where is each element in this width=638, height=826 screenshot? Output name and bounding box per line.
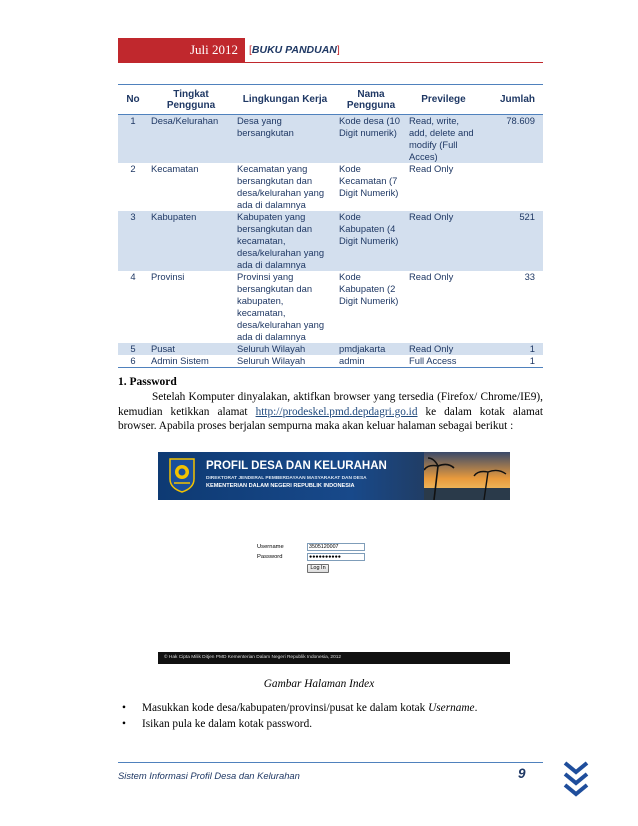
login-page-screenshot (158, 452, 510, 664)
cell-privilege: Read, write, add, delete and modify (Full Acces) (406, 115, 481, 164)
user-level-table (118, 84, 543, 368)
cell-username: admin (336, 355, 406, 368)
cell-count: 1 (481, 343, 543, 355)
col-header: Jumlah (481, 85, 543, 115)
cell-count: 521 (481, 211, 543, 271)
table-row (118, 343, 543, 355)
footer-rule (118, 762, 543, 763)
figure-caption: Gambar Halaman Index (263, 678, 375, 690)
cell-no: 2 (130, 163, 136, 174)
header-title: BUKU PANDUAN (251, 44, 337, 56)
login-button[interactable]: Log In (307, 564, 329, 573)
cell-no: 4 (130, 271, 136, 282)
cell-username: Kode Kabupaten (4 Digit Numerik) (336, 211, 406, 271)
page-header (118, 38, 543, 62)
cell-level: Kecamatan (151, 163, 199, 174)
cell-scope: Kabupaten yang bersangkutan dan kecamatan, desa/kelurahan yang ada di dalamnya (234, 211, 336, 271)
bullet-1-end: . (474, 702, 478, 714)
col-header: Lingkungan Kerja (234, 85, 336, 115)
cell-level: Pusat (148, 343, 234, 355)
section-heading: 1. Password (118, 376, 177, 388)
cell-no: 5 (118, 343, 148, 355)
chevron-down-icon (562, 760, 590, 804)
cell-privilege: Full Access (406, 355, 481, 368)
cell-privilege: Read Only (409, 163, 454, 174)
cell-scope: Seluruh Wilayah (234, 355, 336, 368)
cell-count: 33 (524, 271, 535, 282)
cell-level: Kabupaten (148, 211, 234, 271)
header-bracket-right: ] (336, 44, 340, 56)
col-header: Previlege (406, 85, 481, 115)
sunset-image-icon (424, 452, 510, 500)
table-row (118, 271, 543, 343)
col-header: No (118, 85, 148, 115)
cell-privilege: Read Only (409, 271, 454, 282)
para-text-after: ke dalam kotak alamat browser. Apabila proses berjalan sempurna maka akan keluar halaman sebagai berikut : (118, 405, 543, 432)
password-input[interactable]: ●●●●●●●●●● (307, 553, 365, 561)
password-label: Password (257, 554, 283, 560)
cell-scope: Desa yang bersangkutan (234, 115, 336, 164)
cell-username: Kode Kabupaten (2 Digit Numerik) (339, 271, 399, 306)
table-row (118, 115, 543, 164)
cell-privilege: Read Only (406, 343, 481, 355)
instruction-list (122, 700, 477, 732)
cell-level: Admin Sistem (148, 355, 234, 368)
username-label: Username (257, 544, 284, 550)
banner-subtitle-2: KEMENTERIAN DALAM NEGERI REPUBLIK INDONESIA (206, 483, 355, 489)
cell-count (481, 163, 543, 211)
para-text-before: Setelah Komputer dinyalakan, aktifkan browser yang tersedia (Firefox/ Chrome/IE9), kemudian ketikkan alamat (118, 391, 543, 418)
header-rule (118, 62, 543, 63)
bullet-1-text: Masukkan kode desa/kabupaten/provinsi/pusat ke dalam kotak (142, 702, 429, 714)
cell-count: 1 (481, 355, 543, 368)
cell-scope: Kecamatan yang bersangkutan dan desa/kelurahan yang ada di dalamnya (237, 163, 325, 210)
site-banner (158, 452, 510, 500)
cell-no: 1 (118, 115, 148, 164)
section-paragraph (118, 390, 543, 434)
table-row (118, 211, 543, 271)
list-item (122, 700, 477, 716)
bullet-1-italic: Username (428, 702, 475, 714)
footer-text: Sistem Informasi Profil Desa dan Kelurahan (118, 770, 300, 781)
cell-no: 3 (118, 211, 148, 271)
cell-username: Kode desa (10 Digit numerik) (336, 115, 406, 164)
header-title-wrap (249, 38, 340, 62)
banner-subtitle-1: DIREKTORAT JENDERAL PEMBERDAYAAN MASYARAKAT DAN DESA (206, 476, 367, 481)
cell-username: Kode Kecamatan (7 Digit Numerik) (339, 163, 399, 198)
prodeskel-link[interactable]: http://prodeskel.pmd.depdagri.go.id (255, 405, 418, 418)
cell-no: 6 (118, 355, 148, 368)
table-row (118, 355, 543, 368)
cell-privilege: Read Only (406, 211, 481, 271)
cell-scope: Seluruh Wilayah (234, 343, 336, 355)
table-header-row (118, 85, 543, 115)
cell-username: pmdjakarta (336, 343, 406, 355)
garuda-logo-icon (168, 457, 196, 493)
list-item: • Isikan pula ke dalam kotak password. (122, 716, 477, 732)
banner-title: PROFIL DESA DAN KELURAHAN (206, 460, 387, 472)
cell-level: Desa/Kelurahan (148, 115, 234, 164)
col-header: Tingkat Pengguna (148, 85, 234, 115)
cell-count: 78.609 (481, 115, 543, 164)
table-row (118, 163, 543, 211)
header-date: Juli 2012 (118, 38, 245, 62)
cell-scope: Provinsi yang bersangkutan dan kabupaten, kecamatan, desa/kelurahan yang ada di dalamnya (237, 271, 325, 342)
page-number: 9 (518, 766, 526, 781)
col-header: Nama Pengguna (336, 85, 406, 115)
header-bracket-left: [ (249, 44, 252, 56)
username-input[interactable]: 3505120007 (307, 543, 365, 551)
cell-level: Provinsi (151, 271, 185, 282)
site-copyright-bar: © Hak Cipta Milik Ditjen PMD Kementerian Dalam Negeri Republik Indonesia, 2012 (158, 652, 510, 664)
